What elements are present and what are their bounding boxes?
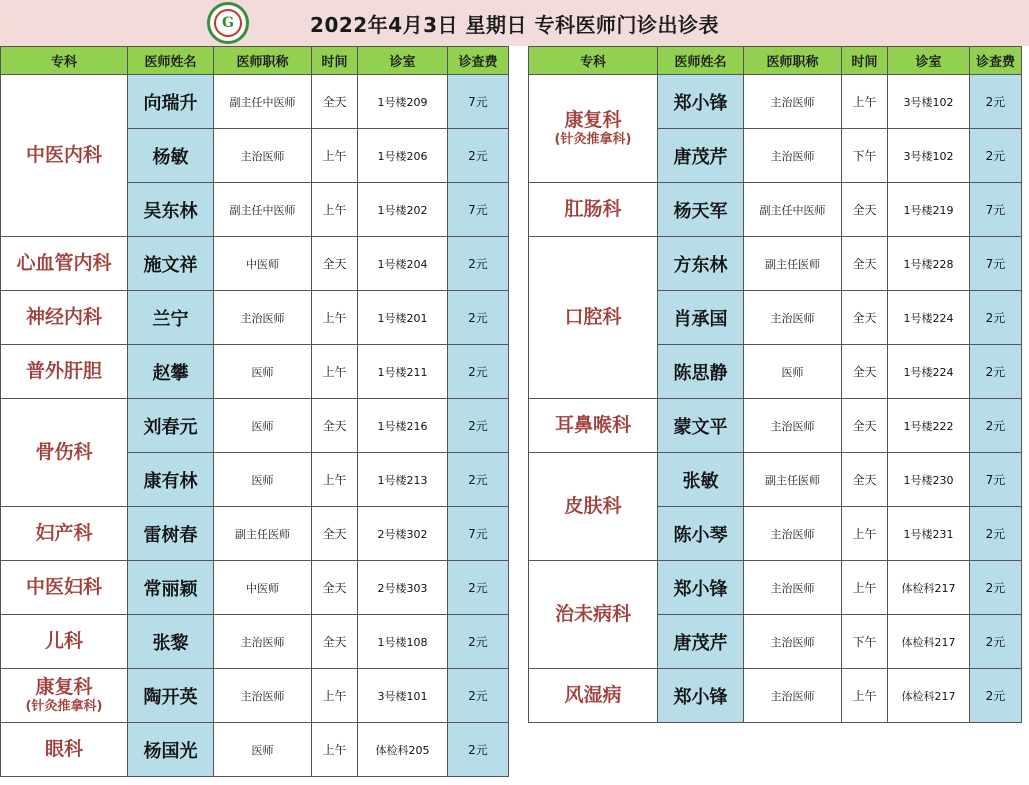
doctor-title: 副主任中医师 [744, 183, 842, 237]
department-subname: (针灸推拿科) [25, 699, 103, 715]
column-header: 时间 [842, 47, 888, 75]
doctor-title: 主治医师 [214, 129, 312, 183]
department-cell [1, 723, 128, 777]
session-time: 全天 [842, 345, 888, 399]
doctor-name: 陈小琴 [658, 507, 744, 561]
clinic-room: 1号楼228 [888, 237, 970, 291]
doctor-title: 主治医师 [214, 615, 312, 669]
column-header: 诊室 [358, 47, 448, 75]
clinic-room: 1号楼230 [888, 453, 970, 507]
department-name: 眼科 [44, 737, 83, 760]
table-row [529, 399, 1022, 453]
clinic-room: 2号楼303 [358, 561, 448, 615]
session-time: 上午 [842, 507, 888, 561]
schedule-table-left [0, 46, 509, 777]
session-time: 全天 [312, 507, 358, 561]
clinic-room: 1号楼204 [358, 237, 448, 291]
department-cell [1, 291, 128, 345]
consult-fee: 2元 [970, 345, 1022, 399]
clinic-room: 1号楼108 [358, 615, 448, 669]
session-time: 上午 [312, 345, 358, 399]
department-name: 皮肤科 [564, 494, 622, 517]
department-name: 耳鼻喉科 [554, 413, 631, 436]
doctor-name: 郑小锋 [658, 561, 744, 615]
department-cell [1, 561, 128, 615]
column-header: 医师姓名 [128, 47, 214, 75]
doctor-name: 杨敏 [128, 129, 214, 183]
doctor-title: 中医师 [214, 561, 312, 615]
doctor-name: 陶开英 [128, 669, 214, 723]
doctor-name: 陈思静 [658, 345, 744, 399]
doctor-name: 雷树春 [128, 507, 214, 561]
department-name: 康复科 [35, 675, 93, 698]
department-name: 普外肝胆 [25, 359, 102, 382]
session-time: 全天 [842, 291, 888, 345]
logo-emblem: G [214, 9, 242, 37]
session-time: 上午 [842, 75, 888, 129]
clinic-room: 1号楼213 [358, 453, 448, 507]
consult-fee: 2元 [970, 291, 1022, 345]
department-cell [1, 615, 128, 669]
schedule-table-right [528, 46, 1022, 723]
clinic-room: 3号楼102 [888, 75, 970, 129]
table-row [529, 75, 1022, 129]
consult-fee: 7元 [448, 183, 509, 237]
department-name: 中医妇科 [25, 575, 102, 598]
department-cell [1, 75, 128, 237]
department-cell [1, 669, 128, 723]
doctor-title: 主治医师 [214, 669, 312, 723]
session-time: 上午 [312, 669, 358, 723]
doctor-name: 蒙文平 [658, 399, 744, 453]
doctor-title: 主治医师 [744, 669, 842, 723]
clinic-room: 1号楼201 [358, 291, 448, 345]
consult-fee: 2元 [448, 723, 509, 777]
doctor-name: 刘春元 [128, 399, 214, 453]
department-name: 心血管内科 [16, 251, 112, 274]
department-name: 康复科 [564, 108, 622, 131]
page-title: 2022年4月3日 星期日 专科医师门诊出诊表 [310, 12, 719, 37]
clinic-room: 体检科205 [358, 723, 448, 777]
consult-fee: 7元 [970, 453, 1022, 507]
doctor-title: 主治医师 [744, 129, 842, 183]
clinic-room: 1号楼202 [358, 183, 448, 237]
department-cell [1, 399, 128, 507]
clinic-room: 体检科217 [888, 561, 970, 615]
column-header: 时间 [312, 47, 358, 75]
session-time: 全天 [312, 615, 358, 669]
clinic-room: 体检科217 [888, 669, 970, 723]
consult-fee: 2元 [448, 129, 509, 183]
table-row [1, 615, 509, 669]
department-name: 风湿病 [564, 683, 622, 706]
consult-fee: 2元 [448, 669, 509, 723]
consult-fee: 2元 [448, 615, 509, 669]
doctor-title: 医师 [214, 399, 312, 453]
doctor-title: 医师 [214, 345, 312, 399]
department-name: 神经内科 [25, 305, 102, 328]
clinic-room: 3号楼101 [358, 669, 448, 723]
doctor-name: 肖承国 [658, 291, 744, 345]
department-cell [529, 453, 658, 561]
doctor-name: 兰宁 [128, 291, 214, 345]
doctor-title: 副主任中医师 [214, 183, 312, 237]
session-time: 上午 [312, 453, 358, 507]
session-time: 下午 [842, 615, 888, 669]
doctor-title: 医师 [214, 453, 312, 507]
doctor-title: 医师 [744, 345, 842, 399]
department-subname: (针灸推拿科) [554, 132, 632, 148]
table-row [1, 399, 509, 453]
doctor-title: 主治医师 [744, 615, 842, 669]
doctor-title: 医师 [214, 723, 312, 777]
clinic-room: 1号楼216 [358, 399, 448, 453]
department-name: 肛肠科 [564, 197, 622, 220]
column-header: 医师职称 [214, 47, 312, 75]
clinic-room: 1号楼224 [888, 345, 970, 399]
session-time: 全天 [842, 399, 888, 453]
doctor-title: 副主任医师 [214, 507, 312, 561]
consult-fee: 2元 [970, 507, 1022, 561]
doctor-name: 赵攀 [128, 345, 214, 399]
consult-fee: 2元 [448, 453, 509, 507]
doctor-name: 唐茂芹 [658, 615, 744, 669]
doctor-name: 施文祥 [128, 237, 214, 291]
department-cell [529, 669, 658, 723]
consult-fee: 2元 [970, 615, 1022, 669]
department-cell [529, 399, 658, 453]
doctor-title: 副主任医师 [744, 237, 842, 291]
table-header-row [529, 47, 1022, 75]
page-header [0, 0, 1029, 46]
clinic-room: 1号楼224 [888, 291, 970, 345]
session-time: 上午 [312, 183, 358, 237]
consult-fee: 2元 [448, 291, 509, 345]
doctor-title: 主治医师 [744, 291, 842, 345]
department-name: 妇产科 [35, 521, 93, 544]
column-header: 专科 [1, 47, 128, 75]
clinic-room: 1号楼211 [358, 345, 448, 399]
clinic-room: 2号楼302 [358, 507, 448, 561]
session-time: 全天 [842, 453, 888, 507]
session-time: 上午 [312, 723, 358, 777]
session-time: 下午 [842, 129, 888, 183]
consult-fee: 7元 [970, 183, 1022, 237]
doctor-name: 吴东林 [128, 183, 214, 237]
column-header: 专科 [529, 47, 658, 75]
table-row [529, 237, 1022, 291]
doctor-name: 张黎 [128, 615, 214, 669]
table-row [1, 75, 509, 129]
table-row [1, 291, 509, 345]
column-header: 诊查费 [970, 47, 1022, 75]
consult-fee: 7元 [970, 237, 1022, 291]
hospital-logo [207, 2, 249, 44]
doctor-title: 主治医师 [744, 561, 842, 615]
clinic-room: 1号楼231 [888, 507, 970, 561]
department-cell [529, 237, 658, 399]
session-time: 全天 [312, 237, 358, 291]
session-time: 上午 [842, 561, 888, 615]
session-time: 上午 [312, 129, 358, 183]
session-time: 全天 [842, 183, 888, 237]
doctor-title: 副主任医师 [744, 453, 842, 507]
table-row [529, 453, 1022, 507]
table-header-row [1, 47, 509, 75]
clinic-room: 1号楼222 [888, 399, 970, 453]
department-cell [529, 561, 658, 669]
department-name: 治未病科 [554, 602, 631, 625]
clinic-room: 1号楼209 [358, 75, 448, 129]
consult-fee: 7元 [448, 75, 509, 129]
clinic-room: 3号楼102 [888, 129, 970, 183]
doctor-name: 向瑞升 [128, 75, 214, 129]
doctor-name: 常丽颖 [128, 561, 214, 615]
session-time: 全天 [842, 237, 888, 291]
clinic-room: 1号楼206 [358, 129, 448, 183]
consult-fee: 2元 [448, 345, 509, 399]
department-name: 口腔科 [564, 305, 622, 328]
session-time: 全天 [312, 561, 358, 615]
table-row [529, 183, 1022, 237]
doctor-title: 主治医师 [744, 399, 842, 453]
column-header: 医师职称 [744, 47, 842, 75]
clinic-room: 体检科217 [888, 615, 970, 669]
department-cell [529, 75, 658, 183]
doctor-title: 主治医师 [744, 507, 842, 561]
session-time: 全天 [312, 75, 358, 129]
doctor-name: 郑小锋 [658, 75, 744, 129]
consult-fee: 2元 [970, 669, 1022, 723]
department-name: 骨伤科 [35, 440, 93, 463]
consult-fee: 2元 [448, 237, 509, 291]
doctor-name: 方东林 [658, 237, 744, 291]
table-row [529, 669, 1022, 723]
doctor-title: 主治医师 [744, 75, 842, 129]
consult-fee: 2元 [448, 399, 509, 453]
consult-fee: 2元 [448, 561, 509, 615]
doctor-name: 张敏 [658, 453, 744, 507]
table-row [529, 561, 1022, 615]
doctor-title: 中医师 [214, 237, 312, 291]
table-row [1, 345, 509, 399]
department-name: 儿科 [44, 629, 83, 652]
column-header: 医师姓名 [658, 47, 744, 75]
doctor-name: 康有林 [128, 453, 214, 507]
session-time: 上午 [842, 669, 888, 723]
session-time: 上午 [312, 291, 358, 345]
session-time: 全天 [312, 399, 358, 453]
department-cell [1, 345, 128, 399]
table-row [1, 507, 509, 561]
doctor-name: 郑小锋 [658, 669, 744, 723]
doctor-title: 主治医师 [214, 291, 312, 345]
department-cell [1, 507, 128, 561]
table-row [1, 561, 509, 615]
department-cell [529, 183, 658, 237]
consult-fee: 2元 [970, 75, 1022, 129]
department-cell [1, 237, 128, 291]
consult-fee: 2元 [970, 129, 1022, 183]
table-row [1, 723, 509, 777]
doctor-title: 副主任中医师 [214, 75, 312, 129]
consult-fee: 7元 [448, 507, 509, 561]
consult-fee: 2元 [970, 399, 1022, 453]
table-row [1, 669, 509, 723]
doctor-name: 杨国光 [128, 723, 214, 777]
table-row [1, 237, 509, 291]
clinic-room: 1号楼219 [888, 183, 970, 237]
column-header: 诊查费 [448, 47, 509, 75]
department-name: 中医内科 [25, 143, 102, 166]
doctor-name: 杨天军 [658, 183, 744, 237]
doctor-name: 唐茂芹 [658, 129, 744, 183]
column-header: 诊室 [888, 47, 970, 75]
consult-fee: 2元 [970, 561, 1022, 615]
